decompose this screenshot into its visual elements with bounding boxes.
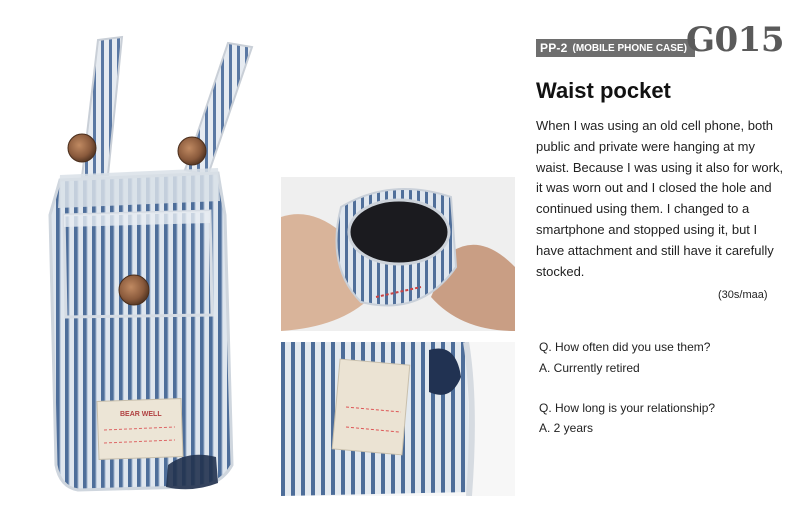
answer-1: A. Currently retired <box>539 361 640 375</box>
category-tag <box>536 39 695 57</box>
question-1: Q. How often did you use them? <box>539 340 711 354</box>
author-credit: (30s/maa) <box>718 289 768 301</box>
product-description: When I was using an old cell phone, both public and private were hanging at my waist. Because I was using it also for work, it was worn out and I closed the hole and continued using them. I changed to a smartphone and stopped using it, but I have attachment and still have it carefully stocked. <box>536 118 784 279</box>
brand-label-text: BEAR WELL <box>120 411 162 418</box>
pocket-button <box>119 275 149 305</box>
product-id: G015 <box>685 20 784 60</box>
pouch-opening <box>349 200 449 264</box>
product-code: PP-2 <box>540 41 568 55</box>
strap-button-right <box>178 137 206 165</box>
photo-patch-closeup <box>281 342 515 496</box>
product-header <box>536 22 786 62</box>
photo-pouch-in-hand <box>281 177 515 331</box>
product-category: (MOBILE PHONE CASE) <box>572 42 687 54</box>
page-title: Waist pocket <box>536 78 671 103</box>
product-photo-main <box>20 25 280 505</box>
closeup-label <box>332 359 410 455</box>
question-2: Q. How long is your relationship? <box>539 401 716 415</box>
phone-case-illustration <box>20 25 280 505</box>
answer-2: A. 2 years <box>539 421 594 435</box>
strap-button-left <box>68 134 96 162</box>
brand-label-patch <box>97 399 183 460</box>
